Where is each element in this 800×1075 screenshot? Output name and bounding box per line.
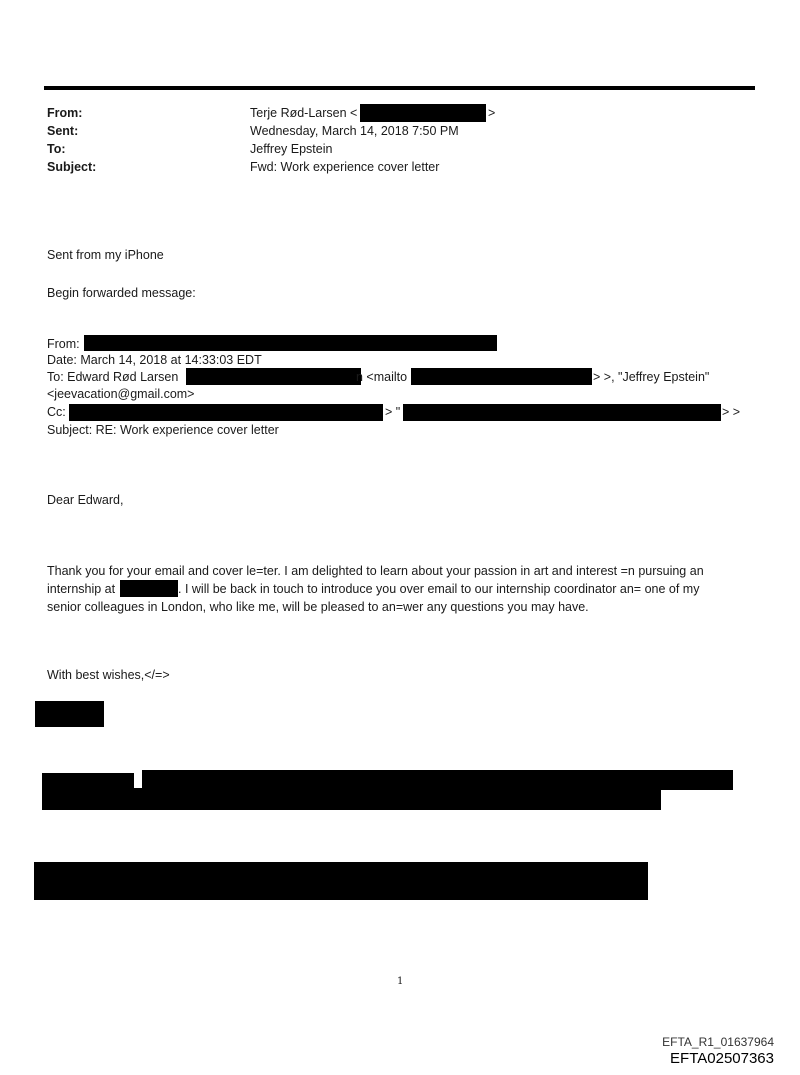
- subject-value: Fwd: Work experience cover letter: [250, 160, 440, 174]
- fwd-date: Date: March 14, 2018 at 14:33:03 EDT: [47, 353, 262, 367]
- redaction-fwd-cc-1: [69, 404, 383, 421]
- to-label: To:: [47, 142, 66, 156]
- from-name: Terje Rød-Larsen <: [250, 106, 358, 120]
- sent-value: Wednesday, March 14, 2018 7:50 PM: [250, 124, 459, 138]
- bates-number-2: EFTA02507363: [670, 1050, 774, 1067]
- sent-from-iphone: Sent from my iPhone: [47, 248, 164, 262]
- bates-number-1: EFTA_R1_01637964: [662, 1035, 774, 1049]
- redaction-footer-block: [34, 862, 648, 900]
- fwd-cc-label: Cc:: [47, 405, 66, 419]
- redaction-fwd-from: [84, 335, 497, 351]
- redaction-signature-block-c: [134, 788, 661, 810]
- fwd-subject: Subject: RE: Work experience cover letter: [47, 423, 279, 437]
- subject-label: Subject:: [47, 160, 97, 174]
- body-line-2a: internship at: [47, 582, 116, 596]
- redaction-fwd-to-2: [411, 368, 592, 385]
- body-line-3: senior colleagues in London, who like me, will be pleased to an=wer any questions you may have.: [47, 600, 589, 614]
- redaction-organization: [120, 580, 178, 597]
- from-value: [250, 106, 357, 120]
- salutation: Dear Edward,: [47, 493, 124, 507]
- body-line-1: Thank you for your email and cover le=ter. I am delighted to learn about your passion in art and interest =n pursuing an: [47, 564, 704, 578]
- fwd-cc-mid: > ": [385, 405, 401, 419]
- begin-forwarded: Begin forwarded message:: [47, 286, 196, 300]
- from-suffix: >: [488, 106, 496, 120]
- body-line-2b: . I will be back in touch to introduce you over email to our internship coordinator an= one of my: [178, 582, 700, 596]
- closing: With best wishes,</=>: [47, 668, 170, 682]
- fwd-from-label: From:: [47, 337, 80, 351]
- redaction-signature-block-b: [142, 770, 733, 790]
- from-label: From:: [47, 106, 83, 120]
- to-value: Jeffrey Epstein: [250, 142, 333, 156]
- redaction-signature-name: [35, 701, 104, 727]
- redaction-fwd-cc-2: [403, 404, 721, 421]
- fwd-to-prefix: To: Edward Rød Larsen: [47, 370, 179, 384]
- sent-label: Sent:: [47, 124, 79, 138]
- header-rule: [44, 86, 755, 90]
- redaction-fwd-to-1: [186, 368, 361, 385]
- fwd-to-line2: <jeevacation@gmail.com>: [47, 387, 195, 401]
- redaction-from-email: [360, 104, 486, 122]
- fwd-cc-end: > >: [722, 405, 741, 419]
- redaction-signature-block-a: [42, 773, 134, 810]
- fwd-to-suffix: > >, "Jeffrey Epstein": [593, 370, 710, 384]
- fwd-to-mailto: n <mailto: [356, 370, 408, 384]
- page-number: 1: [397, 976, 404, 987]
